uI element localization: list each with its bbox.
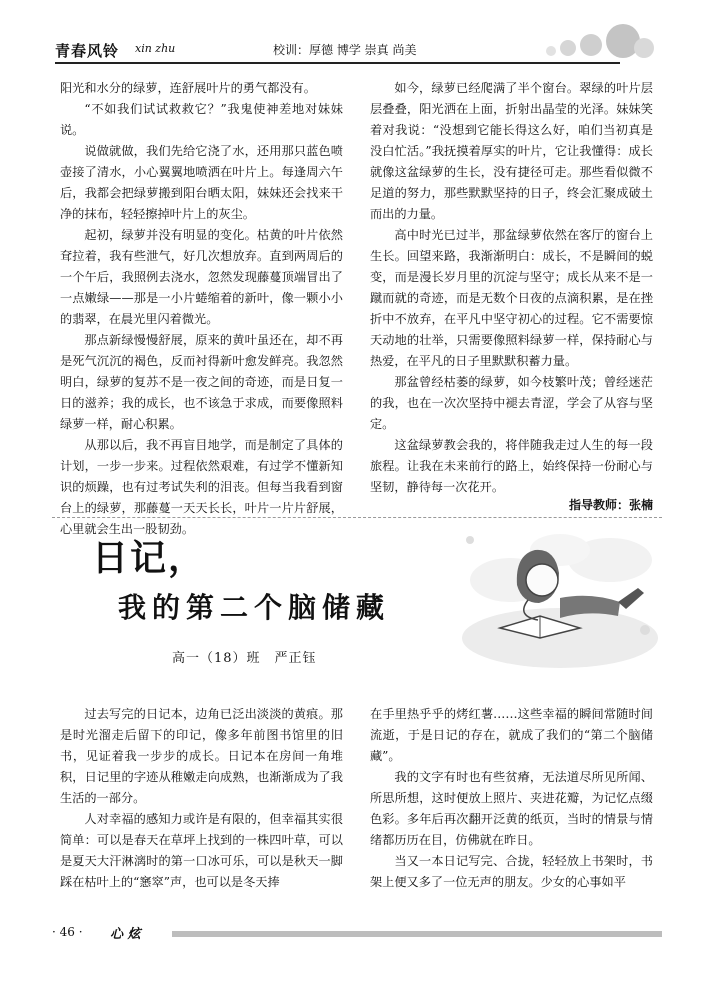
brand-pinyin: xin zhu	[135, 42, 176, 55]
girl-reading-illustration	[440, 520, 660, 675]
magazine-brand: 青春风铃	[55, 42, 120, 60]
paragraph: 从那以后，我不再盲目地学，而是制定了具体的计划，一步一步来。过程依然艰难，有过学不懂新知识的烦躁，也有过考试失利的泪丧。但每当我看到窗台上的绿萝，那藤蔓一天天长长，叶片一片片舒展，心里就会生出一股韧劲。	[60, 438, 343, 536]
school-motto: 校训：厚德 博学 崇真 尚美	[273, 43, 417, 57]
decorative-circles	[538, 20, 658, 66]
paragraph: “不如我们试试救救它？”我鬼使神差地对妹妹说。	[60, 102, 343, 137]
journal-name: 心 炫	[110, 927, 141, 942]
page-number: · 46 ·	[52, 925, 83, 939]
paragraph: 起初，绿萝并没有明显的变化。枯黄的叶片依然耷拉着，我有些泄气，好几次想放弃。直到两周后的一个午后，我照例去浇水，忽然发现藤蔓顶端冒出了一点嫩绿——那是一小片蜷缩着的新叶，像一颗小小的翡翠，在晨光里闪着微光。	[60, 228, 343, 326]
article1-right-column	[370, 78, 653, 498]
header-rule	[55, 62, 620, 64]
article2-byline: 高一（18）班 严正钰	[172, 651, 317, 666]
page-footer	[52, 925, 662, 942]
paragraph: 那盆曾经枯萎的绿萝，如今枝繁叶茂；曾经迷茫的我，也在一次次坚持中褪去青涩，学会了从容与坚定。	[370, 375, 653, 431]
article1-left-column	[60, 78, 343, 540]
paragraph: 那点新绿慢慢舒展，原来的黄叶虽还在，却不再是死气沉沉的褐色，反而衬得新叶愈发鲜亮。我忽然明白，绿萝的复苏不是一夜之间的奇迹，而是日复一日的滋养；我的成长，也不该急于求成，而要像照料绿萝一样，耐心积累。	[60, 333, 343, 431]
section-divider	[52, 517, 662, 519]
paragraph: 如今，绿萝已经爬满了半个窗台。翠绿的叶片层层叠叠，阳光洒在上面，折射出晶莹的光泽。妹妹笑着对我说：“没想到它能长得这么好，咱们当初真是没白忙活。”我抚摸着厚实的叶片，它让我懂得：成长就像这盆绿萝的生长，没有捷径可走。那些看似微不足道的努力，那些默默坚持的日子，终会汇聚成破土而出的力量。	[370, 81, 653, 221]
advisor-credit: 指导教师：张楠	[568, 498, 653, 512]
article2-title-line2: 我的第二个脑储藏	[118, 591, 391, 624]
paragraph: 当又一本日记写完、合拢，轻轻放上书架时，书架上便又多了一位无声的朋友。少女的心事如平	[370, 854, 653, 889]
paragraph: 说做就做，我们先给它浇了水，还用那只蓝色喷壶接了清水，小心翼翼地喷洒在叶片上。每逢周六午后，我都会把绿萝搬到阳台晒太阳，妹妹还会找来干净的抹布，轻轻擦掉叶片上的灰尘。	[60, 144, 343, 221]
article2-left-column	[60, 704, 343, 893]
article2-title-line1: 日记，	[92, 538, 207, 579]
paragraph: 这盆绿萝教会我的，将伴随我走过人生的每一段旅程。让我在未来前行的路上，始终保持一份耐心与坚韧，静待每一次花开。	[370, 438, 653, 494]
paragraph: 人对幸福的感知力或许是有限的，但幸福其实很简单：可以是春天在草坪上找到的一株四叶草，可以是夏天大汗淋漓时的第一口冰可乐，可以是秋天一脚踩在枯叶上的“窸窣”声，也可以是冬天捧	[60, 812, 343, 889]
paragraph: 阳光和水分的绿萝，连舒展叶片的勇气都没有。	[60, 81, 316, 95]
footer-bar	[172, 931, 662, 937]
paragraph: 高中时光已过半，那盆绿萝依然在客厅的窗台上生长。回望来路，我渐渐明白：成长，不是瞬间的蜕变，而是漫长岁月里的沉淀与坚守；成长从来不是一蹴而就的奇迹，而是无数个日夜的点滴积累，是在挫折中不放弃，在平凡中坚守初心的过程。它不需要惊天动地的壮举，只需要像照料绿萝一样，保持耐心与热爱，在平凡的日子里默默积蓄力量。	[370, 228, 653, 368]
paragraph: 我的文字有时也有些贫瘠，无法道尽所见所闻、所思所想，这时便放上照片、夹进花瓣，为记忆点缀色彩。多年后再次翻开泛黄的纸页，当时的情景与情绪都历历在目，仿佛就在昨日。	[370, 770, 653, 847]
article2-right-column	[370, 704, 653, 893]
paragraph: 在手里热乎乎的烤红薯……这些幸福的瞬间常随时间流逝，于是日记的存在，就成了我们的“第二个脑储藏”。	[370, 707, 653, 763]
paragraph: 过去写完的日记本，边角已泛出淡淡的黄痕。那是时光溜走后留下的印记，像多年前图书馆里的旧书，见证着我一步步的成长。日记本在房间一角堆积，日记里的字迹从稚嫩走向成熟，也渐渐成为了我生活的一部分。	[60, 707, 343, 805]
